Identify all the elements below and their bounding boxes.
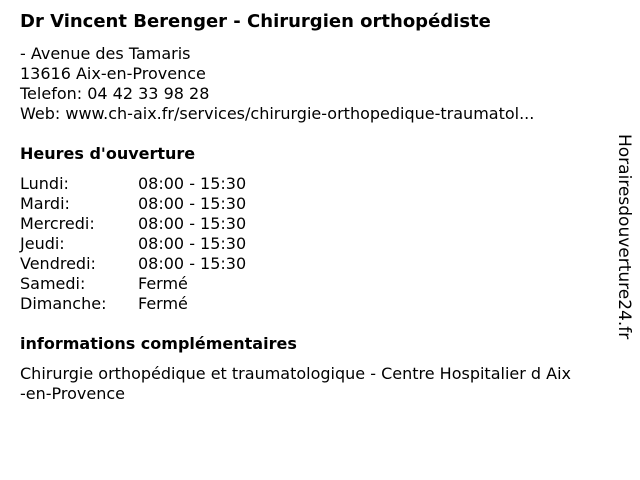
day-label: Mercredi:	[20, 214, 95, 233]
time-value: Fermé	[138, 274, 188, 293]
day-label: Mardi:	[20, 194, 70, 213]
city-address: 13616 Aix-en-Provence	[20, 64, 206, 83]
opening-hours-list	[20, 174, 246, 314]
phone-number: Telefon: 04 42 33 98 28	[20, 84, 210, 103]
hours-row-saturday	[20, 274, 246, 294]
website-link[interactable]: Web: www.ch-aix.fr/services/chirurgie-orthopedique-traumatol...	[20, 104, 535, 123]
hours-row-sunday	[20, 294, 246, 314]
time-value: 08:00 - 15:30	[138, 254, 247, 273]
day-label: Lundi:	[20, 174, 69, 193]
additional-info-line: -en-Provence	[20, 384, 126, 403]
hours-row-monday	[20, 174, 246, 194]
hours-row-thursday	[20, 234, 246, 254]
site-watermark: Horairesdouverture24.fr	[614, 134, 634, 340]
page-title: Dr Vincent Berenger - Chirurgien orthopédiste	[20, 11, 491, 32]
street-address: - Avenue des Tamaris	[20, 44, 191, 63]
hours-row-tuesday	[20, 194, 246, 214]
day-label: Dimanche:	[20, 294, 107, 313]
additional-info-text	[20, 364, 624, 404]
address-block	[20, 44, 534, 124]
time-value: 08:00 - 15:30	[138, 194, 247, 213]
hours-row-friday	[20, 254, 246, 274]
time-value: 08:00 - 15:30	[138, 214, 247, 233]
additional-info-line: Chirurgie orthopédique et traumatologique - Centre Hospitalier d Aix	[20, 364, 571, 383]
day-label: Vendredi:	[20, 254, 96, 273]
time-value: 08:00 - 15:30	[138, 234, 247, 253]
hours-row-wednesday	[20, 214, 246, 234]
time-value: 08:00 - 15:30	[138, 174, 247, 193]
day-label: Samedi:	[20, 274, 86, 293]
additional-info-title: informations complémentaires	[20, 334, 297, 353]
time-value: Fermé	[138, 294, 188, 313]
day-label: Jeudi:	[20, 234, 65, 253]
opening-hours-title: Heures d'ouverture	[20, 144, 196, 163]
